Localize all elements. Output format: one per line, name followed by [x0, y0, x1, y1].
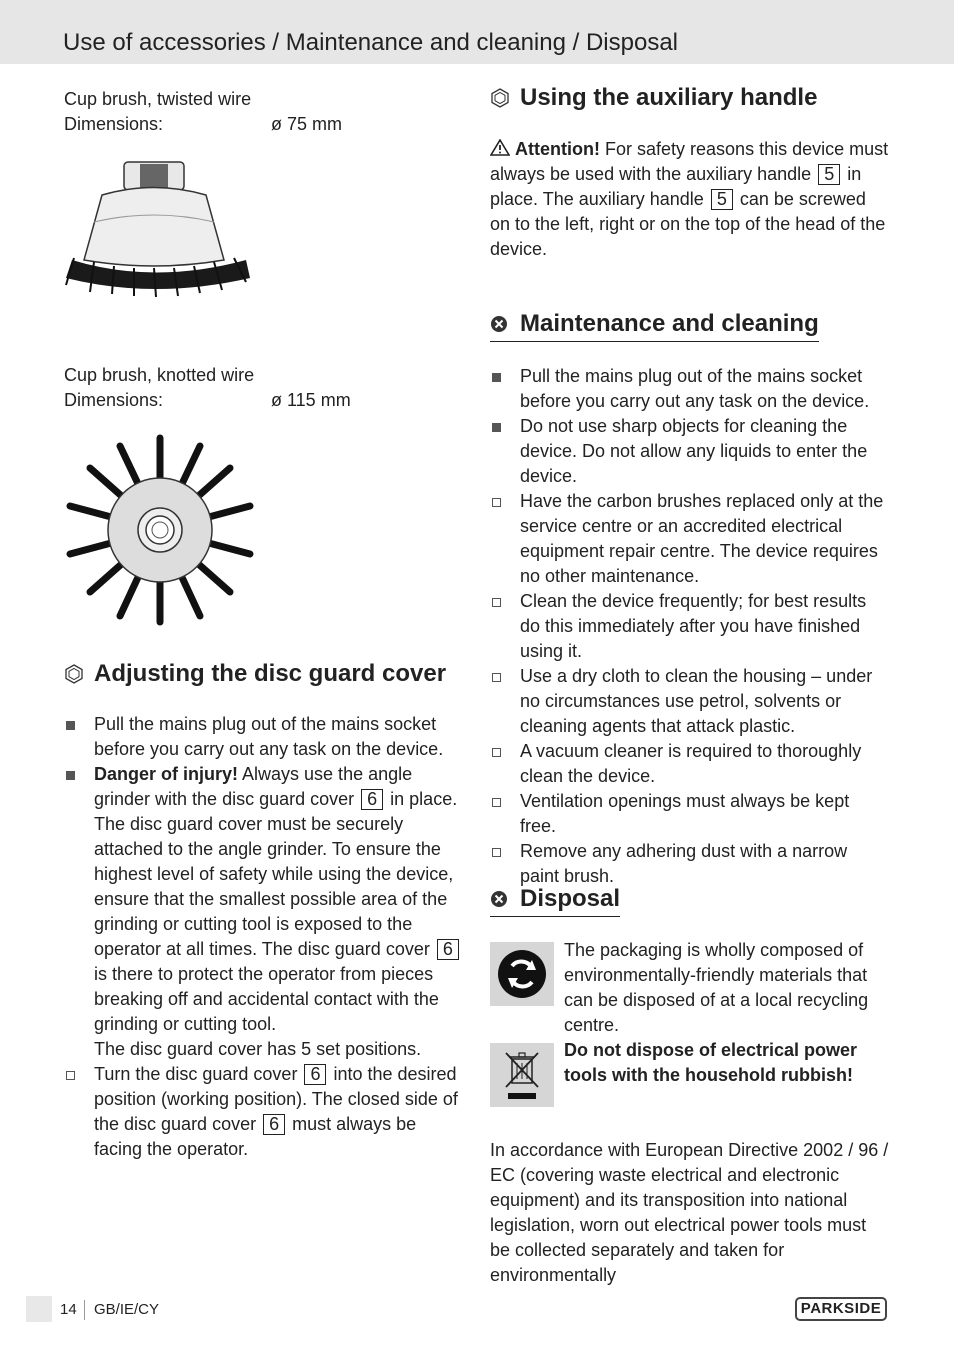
- list-item: Pull the mains plug out of the mains socket before you carry out any task on the device.: [64, 712, 464, 762]
- open-square-bullet-icon: [492, 798, 501, 807]
- page-header: [0, 0, 954, 64]
- brush2-dimensions: [64, 388, 464, 413]
- maint-heading: [490, 309, 890, 342]
- list-item: Ventilation openings must always be kept free.: [490, 789, 890, 839]
- adjust-section: [64, 659, 464, 1162]
- open-square-bullet-icon: [492, 848, 501, 857]
- list-item: Use a dry cloth to clean the housing – under no circumstances use petrol, solvents or cleaning agents that attack plastic.: [490, 664, 890, 739]
- disposal-heading-text: Disposal: [520, 885, 621, 912]
- page-number: 14: [60, 1301, 77, 1318]
- disposal-heading-block: [490, 884, 890, 917]
- brush2-spec: [64, 363, 464, 413]
- list-item: Do not use sharp objects for cleaning the device. Do not allow any liquids to enter the device.: [490, 414, 890, 489]
- aux-handle-section: [490, 83, 890, 262]
- brush1-spec: [64, 87, 464, 137]
- list-item: Danger of injury! Always use the angle grinder with the disc guard cover 6 in place. The disc guard cover must be securely attached to the angle grinder. To ensure the highest level of safety while using the device, ensure that the smallest possible area of the grinding or cutting tool is exposed to the operator at all times. The disc guard cover 6 is there to protect the operator from pieces breaking off and accidental contact with the grinding or cutting tool. The disc guard cover has 5 set positions.: [64, 762, 464, 1062]
- cup-brush-twisted-illustration: [64, 160, 252, 298]
- maint-heading-text: Maintenance and cleaning: [520, 310, 819, 337]
- part-ref-6: 6: [437, 939, 459, 960]
- page-title: Use of accessories / Maintenance and cleaning / Disposal: [63, 29, 678, 56]
- list-item: Remove any adhering dust with a narrow paint brush.: [490, 839, 890, 889]
- aux-heading: [490, 83, 890, 113]
- part-ref-6: 6: [361, 789, 383, 810]
- brush1-dimensions: [64, 112, 464, 137]
- part-ref-6: 6: [304, 1064, 326, 1085]
- open-square-bullet-icon: [492, 748, 501, 757]
- footer-marker: [26, 1296, 52, 1322]
- maintenance-section: [490, 309, 890, 889]
- open-square-bullet-icon: [492, 498, 501, 507]
- square-bullet-icon: [492, 373, 501, 382]
- recycling-icon: [490, 942, 554, 1006]
- brush1-dim-label: Dimensions:: [64, 114, 164, 134]
- list-item: Have the carbon brushes replaced only at the service centre or an accredited electrical equipment repair centre. The device requires no other maintenance.: [490, 489, 890, 589]
- square-bullet-icon: [66, 771, 75, 780]
- weee-warning-text: Do not dispose of electrical power tools with the household rubbish!: [564, 1040, 858, 1085]
- list-item: Turn the disc guard cover 6 into the desired position (working position). The closed side of the disc guard cover 6 must always be facing the operator.: [64, 1062, 464, 1162]
- brush1-dim-value: ø 75 mm: [271, 114, 343, 134]
- brush2-dim-label: Dimensions:: [64, 390, 164, 410]
- brush2-name: Cup brush, knotted wire: [64, 365, 255, 385]
- brush1-name: Cup brush, twisted wire: [64, 89, 252, 109]
- list-item: Clean the device frequently; for best results do this immediately after you have finished using it.: [490, 589, 890, 664]
- open-square-bullet-icon: [492, 598, 501, 607]
- cup-brush-knotted-illustration: [64, 434, 256, 626]
- aux-paragraph: Attention! For safety reasons this device must always be used with the auxiliary handle 5 in place. The auxiliary handle 5 can be screwed on to the left, right or on the top of the head of the device.: [490, 139, 889, 259]
- brand-logo: PARKSIDE: [795, 1297, 887, 1321]
- packaging-text: The packaging is wholly composed of environmentally-friendly materials that can be disposed of at a local recycling centre.: [564, 940, 869, 1035]
- weee-bin-icon: [490, 1043, 554, 1107]
- attention-label: Attention!: [515, 139, 600, 159]
- adjust-heading-text: Adjusting the disc guard cover: [94, 660, 447, 687]
- adjust-list: [64, 712, 464, 1162]
- open-square-bullet-icon: [66, 1071, 75, 1080]
- adjust-heading: [64, 659, 464, 689]
- aux-heading-text: Using the auxiliary handle: [520, 84, 818, 111]
- footer-divider: [84, 1300, 85, 1320]
- warning-triangle-icon: [490, 138, 510, 155]
- part-ref-5: 5: [818, 164, 840, 185]
- open-square-bullet-icon: [492, 673, 501, 682]
- square-bullet-icon: [66, 721, 75, 730]
- brush2-dim-value: ø 115 mm: [271, 390, 351, 410]
- directive-text: In accordance with European Directive 2002 / 96 / EC (covering waste electrical and electronic equipment) and its transposition into national legislation, worn out electrical power tools must be collected separately and taken for environmentally: [490, 1140, 889, 1285]
- square-bullet-icon: [492, 423, 501, 432]
- tool-circle-icon: [490, 315, 508, 333]
- disposal-heading: [490, 884, 890, 917]
- tool-circle-icon: [490, 890, 508, 908]
- hexagon-icon: [490, 88, 510, 108]
- maint-list: [490, 364, 890, 889]
- list-item: A vacuum cleaner is required to thoroughly clean the device.: [490, 739, 890, 789]
- list-item: Pull the mains plug out of the mains socket before you carry out any task on the device.: [490, 364, 890, 414]
- hexagon-icon: [64, 664, 84, 684]
- footer-language: GB/IE/CY: [94, 1301, 160, 1318]
- part-ref-6: 6: [263, 1114, 285, 1135]
- part-ref-5: 5: [711, 189, 733, 210]
